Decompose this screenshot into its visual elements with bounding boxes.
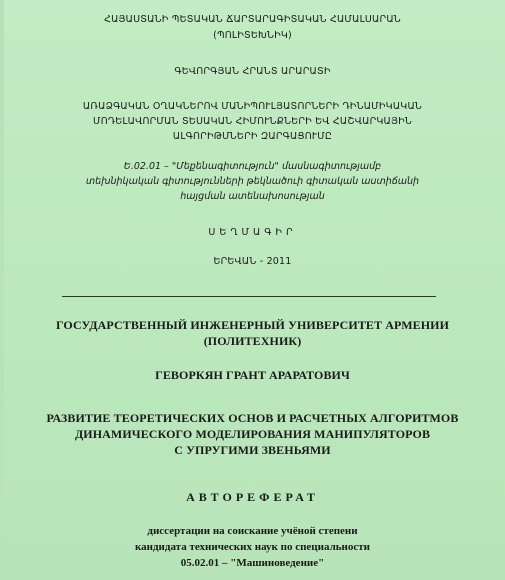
russian-university-subtitle: (ПОЛИТЕХНИК) <box>203 334 302 348</box>
armenian-city-year: ԵՐԵՎԱՆ - 2011 <box>213 256 292 267</box>
armenian-document-type: ՍԵՂՄԱԳԻՐ <box>208 227 297 238</box>
armenian-specialty-line-1: Ե.02.01 – "Մեքենագիտություն" մասնագիտությամբ <box>123 161 382 172</box>
russian-title-line-1: РАЗВИТИЕ ТЕОРЕТИЧЕСКИХ ОСНОВ И РАСЧЕТНЫХ АЛГОРИТМОВ <box>46 411 459 425</box>
armenian-title-line-2: ՄՈԴԵԼԱՎՈՐՄԱՆ ՏԵՍԱԿԱՆ ՀԻՄՈՒՆՔՆԵՐԻ ԵՎ ՀԱՇՎԱՐԿԱՅԻՆ <box>92 116 412 127</box>
russian-university-name: ГОСУДАРСТВЕННЫЙ ИНЖЕНЕРНЫЙ УНИВЕРСИТЕТ АРМЕНИИ <box>55 318 450 332</box>
armenian-title-line-3: ԱԼԳՈՐԻԹՄՆԵՐԻ ԶԱՐԳԱՑՈՒՄԸ <box>172 131 333 142</box>
russian-dissertation-line-2: кандидата технических наук по специальности <box>134 541 371 553</box>
section-divider <box>62 296 436 297</box>
armenian-specialty-line-3: հայցման ատենախոսության <box>180 191 325 202</box>
russian-dissertation-line-3: 05.02.01 – "Машиноведение" <box>180 557 325 569</box>
armenian-title-line-1: ԱՌԱՁԳԱԿԱՆ ՕՂԱԿՆԵՐՈՎ ՄԱՆԻՊՈՒԼՅԱՏՈՐՆԵՐԻ ԴԻՆԱՄԻԿԱԿԱՆ <box>82 101 423 112</box>
armenian-university-subtitle: (ՊՈԼԻՏԵԽՆԻԿ) <box>213 30 292 41</box>
russian-document-type: АВТОРЕФЕРАТ <box>186 490 319 504</box>
russian-title-line-3: С УПРУГИМИ ЗВЕНЬЯМИ <box>174 443 331 457</box>
russian-dissertation-line-1: диссертации на соискание учёной степени <box>147 525 358 537</box>
armenian-university-name: ՀԱՅԱՍՏԱՆԻ ՊԵՏԱԿԱՆ ՃԱՐՏԱՐԱԳԻՏԱԿԱՆ ՀԱՄԱԼՍԱՐԱՆ <box>104 14 401 25</box>
russian-author-name: ГЕВОРКЯН ГРАНТ АРАРАТОВИЧ <box>155 368 350 382</box>
russian-title-line-2: ДИНАМИЧЕСКОГО МОДЕЛИРОВАНИЯ МАНИПУЛЯТОРОВ <box>74 427 431 441</box>
armenian-author-name: ԳԵՎՈՐԳՅԱՆ ՀՐԱՆՏ ԱՐԱՐԱՏԻ <box>174 66 331 77</box>
armenian-specialty-line-2: տեխնիկական գիտությունների թեկնածուի գիտական աստիճանի <box>85 176 420 187</box>
